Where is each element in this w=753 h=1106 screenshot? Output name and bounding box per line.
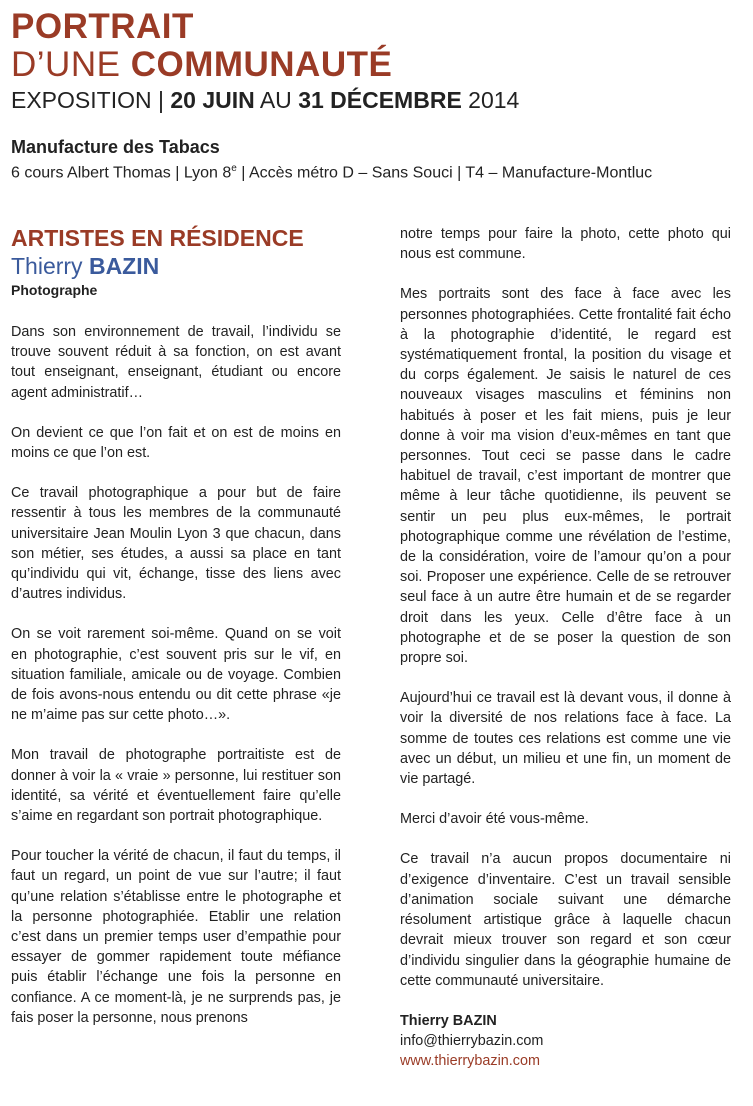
body-paragraph: Mes portraits sont des face à face avec les personnes photographiées. Cette frontalité fait écho à la photographie d’identité, le regard est systématiquement frontal, la position du visage et du corps également. Je saisis le naturel de ces nouveaux visages masculins et féminins non habitués à poser et les fait miens, puis je leur donne à voir ma vision d’eux-mêmes en tant que personnes. Tout ceci se passe dans le cadre habituel de travail, c’est important de montrer que même à leur tâche quotidienne, ils peuvent se sentir un peu plus eux-mêmes, le portrait photographique comme une révélation de l’estime, de la considération, voire de l’amour qu’on a pour soi. Proposer une expérience. Celle de se retrouver seul face à un autre être humain et de se regarder droit dans les yeux. Celle d’être face à un photographe et de se poser la question de son propre soi.: [400, 286, 731, 667]
venue-address-part2: | Accès métro D – Sans Souci | T4 – Manufacture-Montluc: [236, 164, 653, 182]
body-paragraph: On devient ce que l’on fait et on est de moins en moins ce que l’on est.: [11, 424, 341, 462]
artist-role: Photographe: [11, 282, 98, 298]
venue-address: [11, 158, 751, 184]
body-paragraph: Pour toucher la vérité de chacun, il faut du temps, il faut un regard, un point de vue sur l’autre; il faut qu’une relation s’établisse entre le photographe et la personne photographiée. Etablir une relation c’est dans un premier temps user d’empathie pour essayer de gommer rapidement toute méfiance puis établir l’échange une fois la personne en confiance. A ce moment-là, je ne surprends pas, je fais poser la personne, nous prenons: [11, 848, 341, 1026]
title-line-2-bold: COMMUNAUTÉ: [130, 45, 393, 84]
expo-end-date: 31 DÉCEMBRE: [298, 87, 462, 113]
expo-au: AU: [254, 87, 299, 113]
body-paragraph: Ce travail n’a aucun propos documentaire ni d’exigence d’inventaire. C’est un travail sensible d’animation sociale suivant une démarche résolument artistique grâce à laquelle chacun devrait mieux trouver son regard et son cœur d’individu singulier dans la géographie humaine de cette communauté universitaire.: [400, 851, 731, 989]
body-paragraph: Aujourd’hui ce travail est là devant vous, il donne à voir la diversité de nos relations face à face. La somme de toutes ces relations est comme une vie avec un début, un milieu et une fin, un moment de vie partagé.: [400, 690, 731, 788]
signature-name: Thierry BAZIN: [400, 1012, 497, 1029]
venue-block: [11, 136, 751, 184]
venue-address-sup: e: [231, 163, 237, 174]
body-paragraph: Mon travail de photographe portraitiste est de donner à voir la « vraie » personne, lui restituer son identité, sa vérité et éventuellement faire qu’elle s’aime en regardant son portrait photographique.: [11, 747, 341, 825]
title-line-2-prefix: D’UNE: [11, 45, 131, 84]
title-line-2: [11, 46, 751, 84]
body-paragraph: Ce travail photographique a pour but de faire ressentir à tous les membres de la communauté universitaire Jean Moulin Lyon 3 que chacun, dans son métier, ses études, a aussi sa place en tant qu’individu qui vit, échange, tisse des liens avec d’autres individus.: [11, 485, 341, 603]
artist-last-name: BAZIN: [88, 253, 160, 279]
body-paragraph: notre temps pour faire la photo, cette photo qui nous est commune.: [400, 226, 731, 263]
artist-first-name: Thierry: [11, 253, 89, 279]
body-paragraph: On se voit rarement soi-même. Quand on se voit en photographie, c’est souvent pris sur le vif, en situation familiale, amicale ou de voyage. Combien de fois avons-nous entendu ou dit cette phrase «je ne m’aime pas sur cette photo…».: [11, 626, 341, 724]
exhibition-dates: [11, 85, 751, 115]
body-paragraph: Dans son environnement de travail, l’individu se trouve souvent réduit à sa fonction, on est avant tout enseignant, enseignant, étudiant ou encore agent administratif…: [11, 324, 341, 401]
venue-address-part1: 6 cours Albert Thomas | Lyon 8: [11, 164, 232, 182]
expo-start-date: 20 JUIN: [170, 87, 255, 113]
signature-website-link[interactable]: www.thierrybazin.com: [400, 1052, 540, 1069]
expo-year: 2014: [461, 87, 520, 113]
left-column: [11, 224, 341, 1028]
right-column: [400, 224, 731, 1071]
title-line-1: PORTRAIT: [11, 7, 194, 46]
section-title: ARTISTES EN RÉSIDENCE: [11, 225, 304, 251]
artist-name: [11, 252, 341, 280]
signature-email-link[interactable]: info@thierrybazin.com: [400, 1032, 544, 1049]
body-paragraph: Merci d’avoir été vous-même.: [400, 811, 589, 828]
venue-name: Manufacture des Tabacs: [11, 137, 220, 157]
expo-label: EXPOSITION |: [11, 87, 171, 113]
exhibition-header: [11, 8, 751, 115]
